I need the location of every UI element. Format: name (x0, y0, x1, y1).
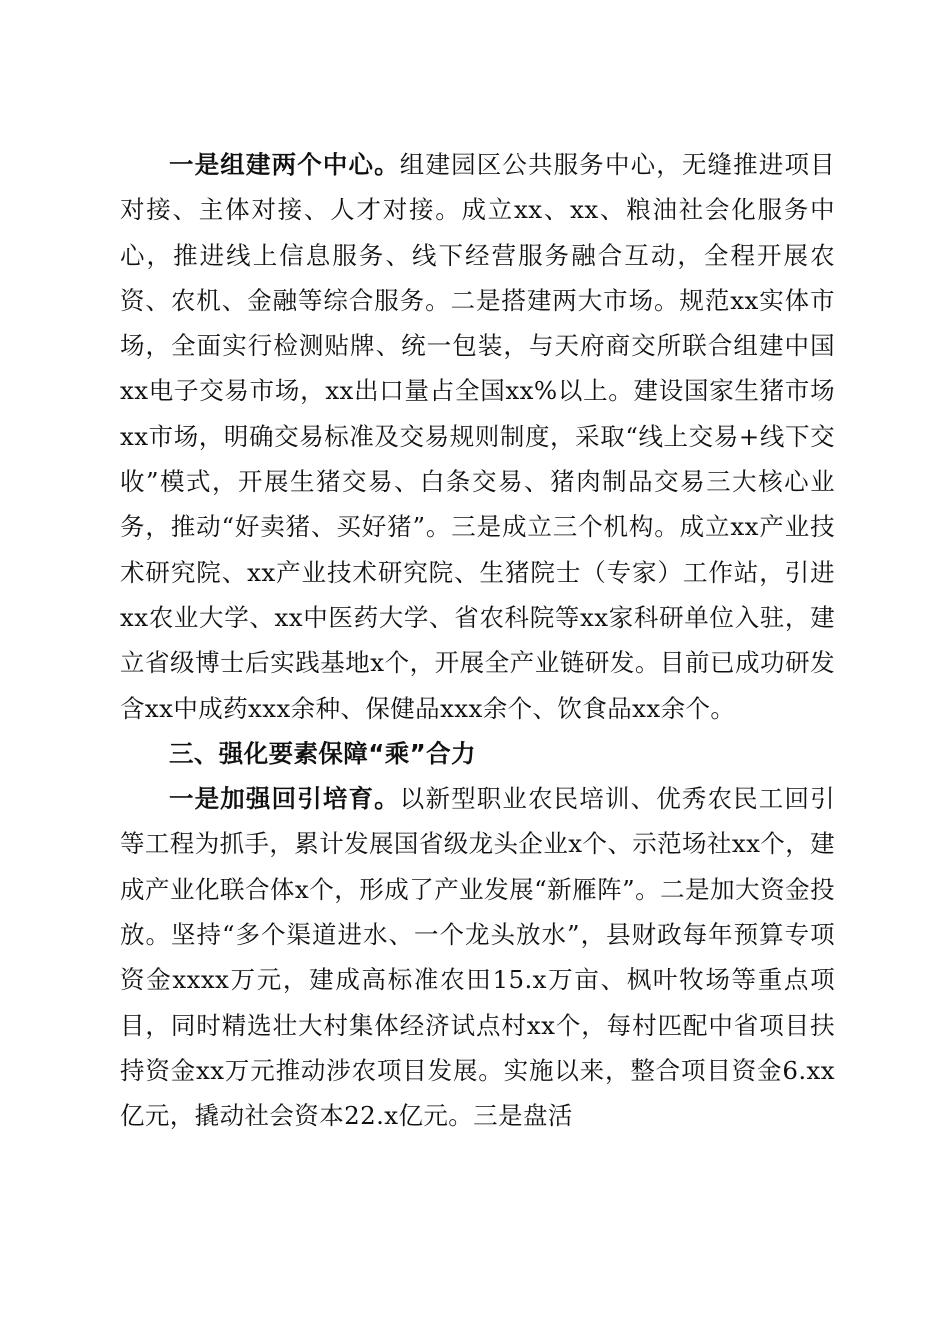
paragraph-2 (120, 776, 835, 1138)
document-body (120, 142, 835, 1139)
paragraph-1 (120, 142, 835, 731)
paragraph-1-text: 组建园区公共服务中心，无缝推进项目对接、主体对接、人才对接。成立xx、xx、粮油社会化服务中心，推进线上信息服务、线下经营服务融合互动，全程开展农资、农机、金融等综合服务。二是搭建两大市场。规范xx实体市场，全面实行检测贴牌、统一包装，与天府商交所联合组建中国xx电子交易市场，xx出口量占全国xx%以上。建设国家生猪市场xx市场，明确交易标准及交易规则制度，采取“线上交易+线下交收”模式，开展生猪交易、白条交易、猪肉制品交易三大核心业务，推动“好卖猪、买好猪”。三是成立三个机构。成立xx产业技术研究院、xx产业技术研究院、生猪院士（专家）工作站，引进xx农业大学、xx中医药大学、省农科院等xx家科研单位入驻，建立省级博士后实践基地x个，开展全产业链研发。目前已成功研发含xx中成药xxx余种、保健品xxx余个、饮食品xx余个。 (120, 150, 835, 723)
paragraph-2-text: 以新型职业农民培训、优秀农民工回引等工程为抓手，累计发展国省级龙头企业x个、示范场社xx个，建成产业化联合体x个，形成了产业发展“新雁阵”。二是加大资金投放。坚持“多个渠道进水、一个龙头放水”，县财政每年预算专项资金xxxx万元，建成高标准农田15.x万亩、枫叶牧场等重点项目，同时精选壮大村集体经济试点村xx个，每村匹配中省项目扶持资金xx万元推动涉农项目发展。实施以来，整合项目资金6.xx亿元，撬动社会资本22.x亿元。三是盘活 (120, 784, 835, 1131)
paragraph-2-lead: 一是加强回引培育。 (169, 784, 400, 814)
paragraph-1-lead: 一是组建两个中心。 (169, 150, 400, 179)
section-heading: 三、强化要素保障“乘”合力 (169, 738, 476, 768)
